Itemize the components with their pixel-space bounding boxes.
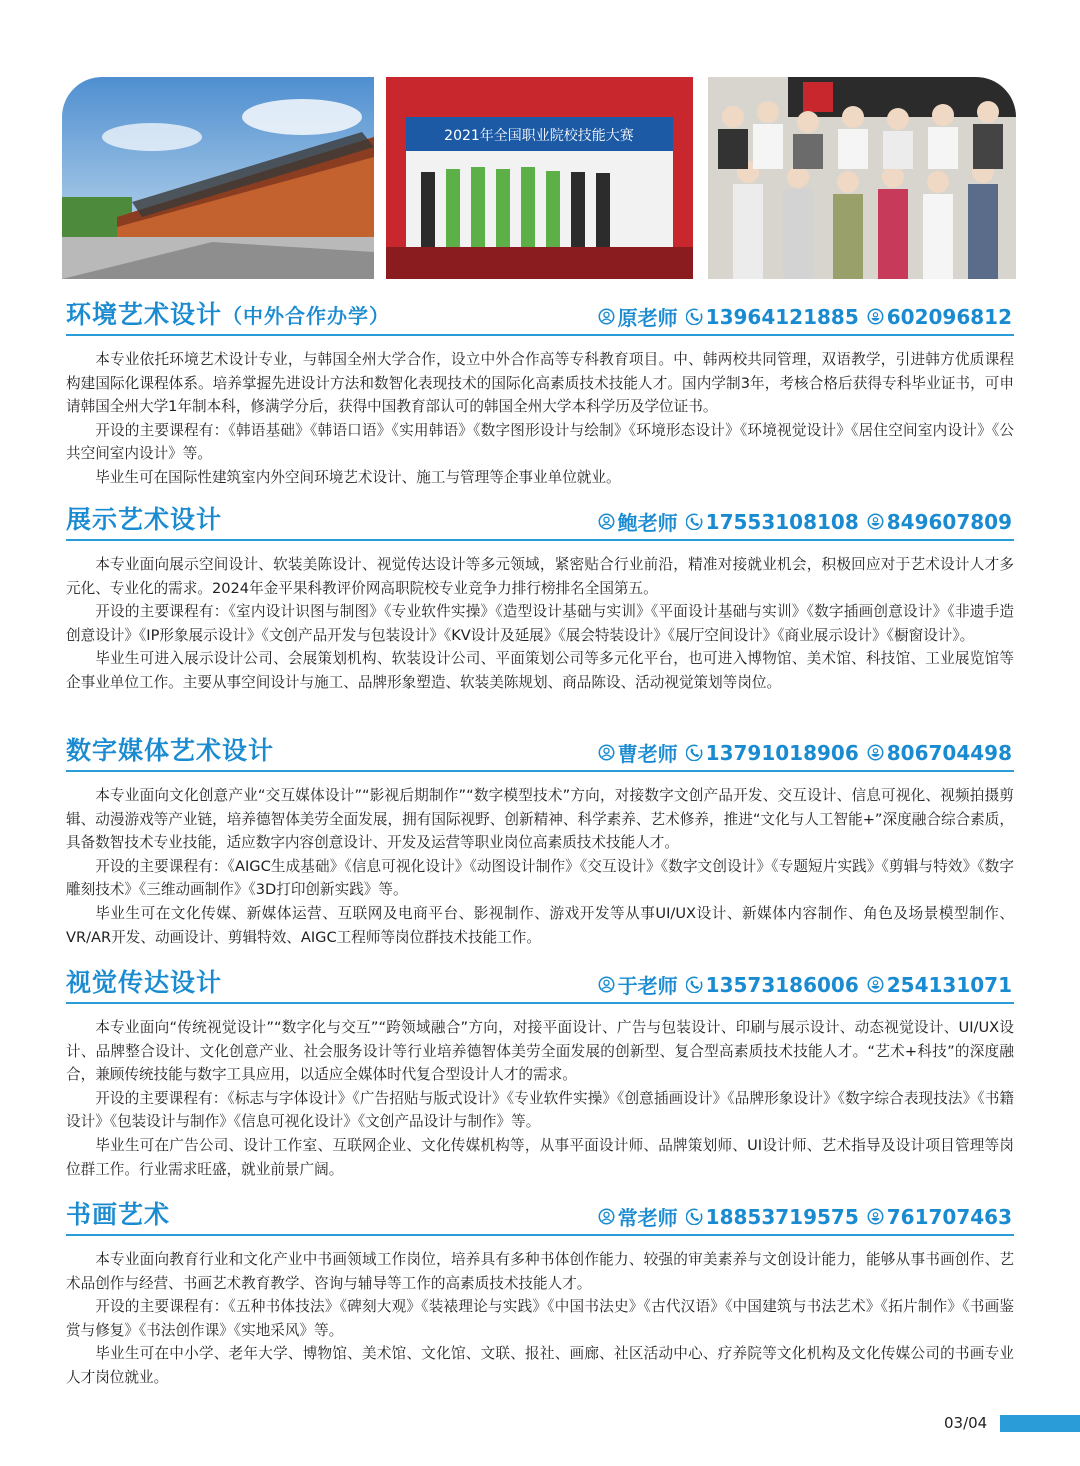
- paragraph: 开设的主要课程有：《五种书体技法》《碑刻大观》《装裱理论与实践》《中国书法史》《古代汉语》《中国建筑与书法艺术》《拓片制作》《书画鉴赏与修复》《书法创作课》《实地采风》等。: [66, 1298, 1014, 1339]
- qq-number[interactable]: 849607809: [886, 509, 1012, 534]
- teacher-name: 常老师: [617, 1206, 678, 1230]
- paragraph: 开设的主要课程有：《标志与字体设计》《广告招贴与版式设计》《专业软件实操》《创意插画设计》《品牌形象设计》《数字综合表现技法》《书籍设计》《包装设计与制作》《信息可视化设计》《文创产品设计与制作》等。: [66, 1089, 1014, 1131]
- teacher-name: 曹老师: [617, 742, 678, 766]
- paragraph: 开设的主要课程有：《韩语基础》《韩语口语》《实用韩语》《数字图形设计与绘制》《环境形态设计》《环境视觉设计》《居住空间室内设计》《公共空间室内设计》等。: [66, 421, 1014, 463]
- qq-number[interactable]: 761707463: [886, 1204, 1012, 1229]
- section-calligraphy-painting: [66, 1196, 1014, 1390]
- paragraph: 毕业生可在国际性建筑室内外空间环境艺术设计、施工与管理等企事业单位就业。: [95, 468, 621, 486]
- phone-icon: [686, 308, 703, 325]
- award-ceremony-photo: [386, 77, 693, 279]
- section-subtitle: （中外合作办学）: [222, 304, 391, 328]
- contact-info: [598, 970, 1012, 999]
- banner-text: 2021年全国职业院校技能大赛: [444, 128, 634, 144]
- section-title: 环境艺术设计（中外合作办学）: [66, 300, 391, 329]
- qq-number[interactable]: 602096812: [886, 304, 1012, 329]
- qq-icon: [867, 513, 884, 530]
- section-exhibition-art: [66, 501, 1014, 695]
- phone-number[interactable]: 13573186006: [705, 972, 859, 997]
- phone-number[interactable]: 13964121885: [705, 304, 859, 329]
- teacher-name: 鲍老师: [617, 511, 678, 535]
- section-header: [66, 1196, 1014, 1236]
- phone-icon: [686, 744, 703, 761]
- phone-icon: [686, 976, 703, 993]
- contact-info: [598, 738, 1012, 767]
- section-title: 视觉传达设计: [66, 968, 223, 997]
- section-body: [66, 1016, 1014, 1181]
- paragraph: 毕业生可在广告公司、设计工作室、互联网企业、文化传媒机构等，从事平面设计师、品牌策划师、UI设计师、艺术指导及设计项目管理等岗位群工作。行业需求旺盛，就业前景广阔。: [66, 1136, 1014, 1178]
- paragraph: 本专业面向文化创意产业“交互媒体设计”“影视后期制作”“数字模型技术”方向，对接数字文创产品开发、交互设计、信息可视化、视频拍摄剪辑、动漫游戏等产业链，培养德智体美劳全面发展，拥有国际视野、创新精神、科学素养、艺术修养，推进“文化与人工智能+”深度融合综合素质，具备数智技术专业技能，适应数字内容创意设计、开发及运营等职业岗位高素质技术技能人才。: [66, 787, 1014, 852]
- section-header: [66, 732, 1014, 772]
- contact-info: [598, 1202, 1012, 1231]
- phone-icon: [686, 1208, 703, 1225]
- section-header: [66, 501, 1014, 541]
- person-icon: [598, 744, 615, 761]
- phone-number[interactable]: 17553108108: [705, 509, 859, 534]
- section-digital-media-art: [66, 732, 1014, 949]
- teacher-name: 于老师: [617, 974, 678, 998]
- section-visual-communication: [66, 964, 1014, 1181]
- qq-number[interactable]: 254131071: [886, 972, 1012, 997]
- section-body: [66, 553, 1014, 695]
- phone-number[interactable]: 13791018906: [705, 740, 859, 765]
- phone-icon: [686, 513, 703, 530]
- section-header: [66, 296, 1014, 336]
- contact-info: [598, 302, 1012, 331]
- section-body: [66, 784, 1014, 949]
- qq-icon: [867, 976, 884, 993]
- page-accent-bar: [1000, 1415, 1080, 1432]
- section-title: 书画艺术: [66, 1200, 171, 1229]
- paragraph: 本专业面向“传统视觉设计”“数字化与交互”“跨领域融合”方向，对接平面设计、广告与包装设计、印刷与展示设计、动态视觉设计、UI/UX设计、品牌整合设计、文化创意产业、社会服务设计等行业培养德智体美劳全面发展的创新型、复合型高素质技术技能人才。“艺术+科技”的深度融合，兼顾传统技能与数字工具应用，以适应全媒体时代复合型设计人才的需求。: [66, 1019, 1014, 1084]
- paragraph: 本专业面向教育行业和文化产业中书画领域工作岗位，培养具有多种书体创作能力、较强的审美素养与文创设计能力，能够从事书画创作、艺术品创作与经营、书画艺术教育教学、咨询与辅导等工作的高素质技术技能人才。: [66, 1251, 1014, 1292]
- section-body: [66, 348, 1014, 490]
- person-icon: [598, 308, 615, 325]
- photo-row: [62, 77, 1016, 279]
- student-group-photo: [708, 77, 1016, 279]
- person-icon: [598, 1208, 615, 1225]
- section-environment-art: [66, 296, 1014, 490]
- paragraph: 毕业生可在中小学、老年大学、博物馆、美术馆、文化馆、文联、报社、画廊、社区活动中心、疗养院等文化机构及文化传媒公司的书画专业人才岗位就业。: [66, 1345, 1014, 1386]
- contact-info: [598, 507, 1012, 536]
- paragraph: 毕业生可进入展示设计公司、会展策划机构、软装设计公司、平面策划公司等多元化平台，也可进入博物馆、美术馆、科技馆、工业展览馆等企事业单位工作。主要从事空间设计与施工、品牌形象塑造、软装美陈规划、商品陈设、活动视觉策划等岗位。: [66, 650, 1014, 691]
- stadium-photo: [62, 77, 374, 279]
- qq-icon: [867, 1208, 884, 1225]
- qq-icon: [867, 744, 884, 761]
- paragraph: 毕业生可在文化传媒、新媒体运营、互联网及电商平台、影视制作、游戏开发等从事UI/UX设计、新媒体内容制作、角色及场景模型制作、VR/AR开发、动画设计、剪辑特效、AIGC工程师等岗位群技术技能工作。: [66, 904, 1014, 946]
- person-icon: [598, 513, 615, 530]
- section-body: [66, 1248, 1014, 1390]
- phone-number[interactable]: 18853719575: [705, 1204, 859, 1229]
- qq-icon: [867, 308, 884, 325]
- paragraph: 本专业面向展示空间设计、软装美陈设计、视觉传达设计等多元领域，紧密贴合行业前沿，精准对接就业机会，积极回应对于艺术设计人才多元化、专业化的需求。2024年金平果科教评价网高职院校专业竞争力排行榜排名全国第五。: [66, 556, 1014, 597]
- qq-number[interactable]: 806704498: [886, 740, 1012, 765]
- teacher-name: 原老师: [617, 306, 678, 330]
- paragraph: 开设的主要课程有：《AIGC生成基础》《信息可视化设计》《动图设计制作》《交互设计》《数字文创设计》《专题短片实践》《剪辑与特效》《数字雕刻技术》《三维动画制作》《3D打印创新实践》等。: [66, 857, 1014, 899]
- paragraph: 开设的主要课程有：《室内设计识图与制图》《专业软件实操》《造型设计基础与实训》《平面设计基础与实训》《数字插画创意设计》《非遗手造创意设计》《IP形象展示设计》《文创产品开发与包装设计》《KV设计及延展》《展会特装设计》《展厅空间设计》《商业展示设计》《橱窗设计》。: [66, 603, 1014, 644]
- section-title: 展示艺术设计: [66, 505, 223, 534]
- section-title: 数字媒体艺术设计: [66, 736, 275, 765]
- section-header: [66, 964, 1014, 1004]
- page-number: 03/04: [944, 1414, 988, 1432]
- paragraph: 本专业依托环境艺术设计专业，与韩国全州大学合作，设立中外合作高等专科教育项目。中、韩两校共同管理，双语教学，引进韩方优质课程构建国际化课程体系。培养掌握先进设计方法和数智化表现技术的国际化高素质技术技能人才。国内学制3年，考核合格后获得专科毕业证书，可申请韩国全州大学1年制本科，修满学分后，获得中国教育部认可的韩国全州大学本科学历及学位证书。: [66, 351, 1014, 416]
- person-icon: [598, 976, 615, 993]
